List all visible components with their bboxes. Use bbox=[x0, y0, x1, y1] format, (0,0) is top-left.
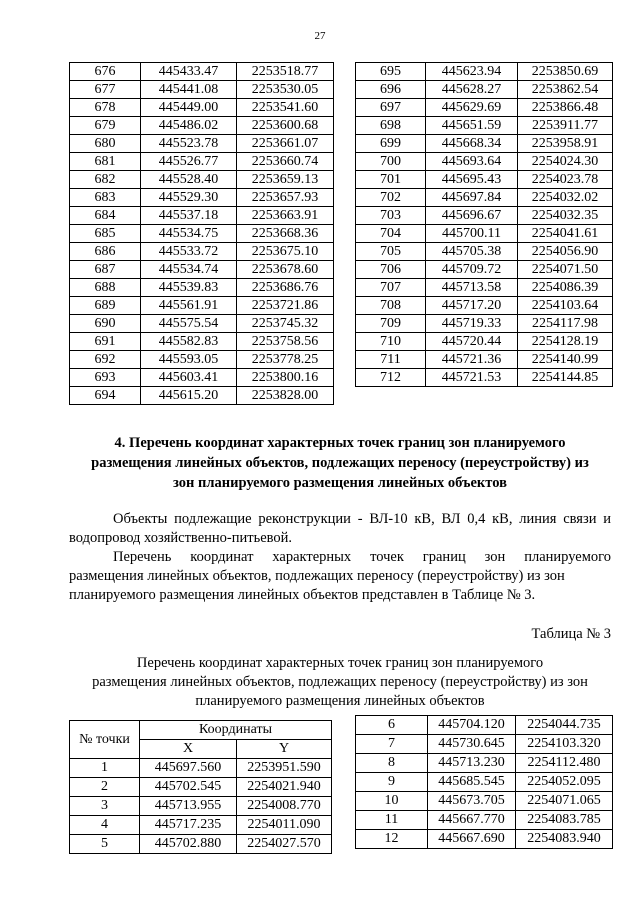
table-row bbox=[356, 261, 613, 279]
point-number-cell: 701 bbox=[356, 171, 426, 189]
x-coordinate-cell: 445705.38 bbox=[426, 243, 518, 261]
table-row bbox=[356, 189, 613, 207]
table-row bbox=[70, 207, 334, 225]
paragraph-line: размещения линейных объектов, подлежащих переносу (переустройству) из зон bbox=[69, 568, 565, 584]
y-coordinate-cell: 2253541.60 bbox=[237, 99, 334, 117]
y-coordinate-cell: 2253800.16 bbox=[237, 369, 334, 387]
y-coordinate-cell: 2253745.32 bbox=[237, 315, 334, 333]
point-number-cell: 7 bbox=[356, 735, 428, 754]
x-coordinate-cell: 445668.34 bbox=[426, 135, 518, 153]
x-coordinate-cell: 445730.645 bbox=[428, 735, 516, 754]
y-coordinate-cell: 2254071.50 bbox=[518, 261, 613, 279]
x-coordinate-cell: 445561.91 bbox=[141, 297, 237, 315]
table-row bbox=[356, 351, 613, 369]
table-row bbox=[356, 207, 613, 225]
point-number-cell: 689 bbox=[70, 297, 141, 315]
y-coordinate-cell: 2253828.00 bbox=[237, 387, 334, 405]
x-coordinate-cell: 445526.77 bbox=[141, 153, 237, 171]
table-row bbox=[70, 171, 334, 189]
table-row bbox=[70, 759, 332, 778]
point-number-cell: 696 bbox=[356, 81, 426, 99]
point-number-cell: 709 bbox=[356, 315, 426, 333]
table-row bbox=[70, 351, 334, 369]
coordinates-table-top-right bbox=[355, 62, 613, 387]
y-coordinate-cell: 2254021.940 bbox=[237, 778, 332, 797]
table-row bbox=[70, 797, 332, 816]
table-row bbox=[356, 99, 613, 117]
y-coordinate-cell: 2253657.93 bbox=[237, 189, 334, 207]
point-number-cell: 697 bbox=[356, 99, 426, 117]
x-coordinate-cell: 445533.72 bbox=[141, 243, 237, 261]
point-number-cell: 703 bbox=[356, 207, 426, 225]
table-row bbox=[70, 153, 334, 171]
table-row bbox=[356, 735, 613, 754]
table-row bbox=[356, 716, 613, 735]
table-caption-line: планируемого размещения линейных объектов bbox=[195, 693, 485, 709]
point-number-cell: 11 bbox=[356, 811, 428, 830]
table-row bbox=[70, 279, 334, 297]
y-coordinate-cell: 2253663.91 bbox=[237, 207, 334, 225]
x-coordinate-cell: 445539.83 bbox=[141, 279, 237, 297]
point-number-cell: 677 bbox=[70, 81, 141, 99]
y-coordinate-cell: 2254011.090 bbox=[237, 816, 332, 835]
point-number-cell: 704 bbox=[356, 225, 426, 243]
y-coordinate-cell: 2254052.095 bbox=[516, 773, 613, 792]
table-row bbox=[70, 63, 334, 81]
x-coordinate-cell: 445667.690 bbox=[428, 830, 516, 849]
x-coordinate-cell: 445713.230 bbox=[428, 754, 516, 773]
table-caption-line: размещения линейных объектов, подлежащих переносу (переустройству) из зон bbox=[92, 674, 588, 690]
y-coordinate-cell: 2254103.320 bbox=[516, 735, 613, 754]
x-coordinate-cell: 445623.94 bbox=[426, 63, 518, 81]
table3-left bbox=[69, 720, 332, 854]
table-row bbox=[356, 243, 613, 261]
table-row bbox=[70, 225, 334, 243]
y-coordinate-cell: 2254086.39 bbox=[518, 279, 613, 297]
y-coordinate-cell: 2254083.940 bbox=[516, 830, 613, 849]
x-coordinate-cell: 445721.53 bbox=[426, 369, 518, 387]
x-coordinate-cell: 445713.955 bbox=[140, 797, 237, 816]
table-row bbox=[356, 171, 613, 189]
section-heading bbox=[70, 433, 610, 493]
point-number-cell: 707 bbox=[356, 279, 426, 297]
y-coordinate-cell: 2254103.64 bbox=[518, 297, 613, 315]
point-number-cell: 694 bbox=[70, 387, 141, 405]
x-coordinate-cell: 445717.235 bbox=[140, 816, 237, 835]
x-coordinate-cell: 445667.770 bbox=[428, 811, 516, 830]
x-coordinate-cell: 445721.36 bbox=[426, 351, 518, 369]
x-coordinate-cell: 445693.64 bbox=[426, 153, 518, 171]
x-coordinate-cell: 445441.08 bbox=[141, 81, 237, 99]
table-row bbox=[356, 369, 613, 387]
point-number-cell: 4 bbox=[70, 816, 140, 835]
point-number-cell: 700 bbox=[356, 153, 426, 171]
table-caption bbox=[69, 654, 611, 711]
table-row bbox=[70, 369, 334, 387]
table-row bbox=[356, 279, 613, 297]
table-row bbox=[356, 754, 613, 773]
point-number-cell: 676 bbox=[70, 63, 141, 81]
y-coordinate-cell: 2253911.77 bbox=[518, 117, 613, 135]
table-row bbox=[356, 297, 613, 315]
x-coordinate-cell: 445700.11 bbox=[426, 225, 518, 243]
y-coordinate-cell: 2253661.07 bbox=[237, 135, 334, 153]
table-row bbox=[70, 135, 334, 153]
x-coordinate-cell: 445719.33 bbox=[426, 315, 518, 333]
y-coordinate-cell: 2253675.10 bbox=[237, 243, 334, 261]
table-row bbox=[356, 830, 613, 849]
x-coordinate-cell: 445537.18 bbox=[141, 207, 237, 225]
x-coordinate-cell: 445529.30 bbox=[141, 189, 237, 207]
y-coordinate-cell: 2254027.570 bbox=[237, 835, 332, 854]
point-number-cell: 5 bbox=[70, 835, 140, 854]
point-number-cell: 9 bbox=[356, 773, 428, 792]
coordinates-table-top-left bbox=[69, 62, 334, 405]
point-number-cell: 692 bbox=[70, 351, 141, 369]
point-number-cell: 3 bbox=[70, 797, 140, 816]
y-coordinate-cell: 2253862.54 bbox=[518, 81, 613, 99]
table-row bbox=[356, 792, 613, 811]
header-coordinates: Координаты bbox=[140, 721, 332, 740]
y-coordinate-cell: 2254024.30 bbox=[518, 153, 613, 171]
y-coordinate-cell: 2254008.770 bbox=[237, 797, 332, 816]
table-row bbox=[70, 387, 334, 405]
point-number-cell: 706 bbox=[356, 261, 426, 279]
page-number: 27 bbox=[314, 30, 326, 42]
y-coordinate-cell: 2253951.590 bbox=[237, 759, 332, 778]
point-number-cell: 8 bbox=[356, 754, 428, 773]
y-coordinate-cell: 2253958.91 bbox=[518, 135, 613, 153]
y-coordinate-cell: 2253778.25 bbox=[237, 351, 334, 369]
x-coordinate-cell: 445702.880 bbox=[140, 835, 237, 854]
y-coordinate-cell: 2253686.76 bbox=[237, 279, 334, 297]
table-row bbox=[70, 99, 334, 117]
x-coordinate-cell: 445717.20 bbox=[426, 297, 518, 315]
x-coordinate-cell: 445629.69 bbox=[426, 99, 518, 117]
y-coordinate-cell: 2253518.77 bbox=[237, 63, 334, 81]
table-row bbox=[356, 225, 613, 243]
table-row bbox=[356, 333, 613, 351]
table-row bbox=[70, 189, 334, 207]
y-coordinate-cell: 2253600.68 bbox=[237, 117, 334, 135]
point-number-cell: 705 bbox=[356, 243, 426, 261]
table-row bbox=[356, 117, 613, 135]
point-number-cell: 681 bbox=[70, 153, 141, 171]
y-coordinate-cell: 2254032.02 bbox=[518, 189, 613, 207]
y-coordinate-cell: 2254056.90 bbox=[518, 243, 613, 261]
table-row bbox=[70, 297, 334, 315]
table-row bbox=[70, 117, 334, 135]
x-coordinate-cell: 445523.78 bbox=[141, 135, 237, 153]
point-number-cell: 679 bbox=[70, 117, 141, 135]
point-number-cell: 711 bbox=[356, 351, 426, 369]
section-heading-line: размещения линейных объектов, подлежащих переносу (переустройству) из bbox=[91, 455, 589, 471]
point-number-cell: 693 bbox=[70, 369, 141, 387]
x-coordinate-cell: 445603.41 bbox=[141, 369, 237, 387]
y-coordinate-cell: 2253668.36 bbox=[237, 225, 334, 243]
x-coordinate-cell: 445673.705 bbox=[428, 792, 516, 811]
paragraph-list-intro bbox=[69, 548, 611, 605]
y-coordinate-cell: 2254140.99 bbox=[518, 351, 613, 369]
point-number-cell: 678 bbox=[70, 99, 141, 117]
y-coordinate-cell: 2253850.69 bbox=[518, 63, 613, 81]
x-coordinate-cell: 445433.47 bbox=[141, 63, 237, 81]
paragraph-line: планируемого размещения линейных объектов представлен в Таблице № 3. bbox=[69, 587, 536, 603]
table-row bbox=[356, 811, 613, 830]
point-number-cell: 710 bbox=[356, 333, 426, 351]
point-number-cell: 687 bbox=[70, 261, 141, 279]
table-row bbox=[70, 778, 332, 797]
x-coordinate-cell: 445709.72 bbox=[426, 261, 518, 279]
paragraph-line: Объекты подлежащие реконструкции - ВЛ-10 кВ, ВЛ 0,4 кВ, линия связи и bbox=[113, 511, 611, 527]
y-coordinate-cell: 2253659.13 bbox=[237, 171, 334, 189]
table-row bbox=[356, 315, 613, 333]
x-coordinate-cell: 445651.59 bbox=[426, 117, 518, 135]
point-number-cell: 683 bbox=[70, 189, 141, 207]
x-coordinate-cell: 445575.54 bbox=[141, 315, 237, 333]
x-coordinate-cell: 445582.83 bbox=[141, 333, 237, 351]
paragraph-line: Перечень координат характерных точек границ зон планируемого bbox=[113, 549, 611, 565]
x-coordinate-cell: 445593.05 bbox=[141, 351, 237, 369]
y-coordinate-cell: 2254083.785 bbox=[516, 811, 613, 830]
table3-right bbox=[355, 715, 613, 849]
x-coordinate-cell: 445697.84 bbox=[426, 189, 518, 207]
x-coordinate-cell: 445486.02 bbox=[141, 117, 237, 135]
point-number-cell: 702 bbox=[356, 189, 426, 207]
y-coordinate-cell: 2254032.35 bbox=[518, 207, 613, 225]
table-row bbox=[356, 135, 613, 153]
point-number-cell: 685 bbox=[70, 225, 141, 243]
y-coordinate-cell: 2254071.065 bbox=[516, 792, 613, 811]
point-number-cell: 686 bbox=[70, 243, 141, 261]
point-number-cell: 684 bbox=[70, 207, 141, 225]
section-heading-line: 4. Перечень координат характерных точек границ зон планируемого bbox=[114, 435, 566, 451]
y-coordinate-cell: 2253866.48 bbox=[518, 99, 613, 117]
table-row bbox=[356, 773, 613, 792]
y-coordinate-cell: 2254023.78 bbox=[518, 171, 613, 189]
point-number-cell: 698 bbox=[356, 117, 426, 135]
x-coordinate-cell: 445685.545 bbox=[428, 773, 516, 792]
x-coordinate-cell: 445695.43 bbox=[426, 171, 518, 189]
header-x: X bbox=[140, 740, 237, 759]
point-number-cell: 680 bbox=[70, 135, 141, 153]
section-heading-line: зон планируемого размещения линейных объектов bbox=[173, 475, 507, 491]
x-coordinate-cell: 445534.74 bbox=[141, 261, 237, 279]
header-point-number: № точки bbox=[70, 721, 140, 759]
y-coordinate-cell: 2254144.85 bbox=[518, 369, 613, 387]
x-coordinate-cell: 445713.58 bbox=[426, 279, 518, 297]
x-coordinate-cell: 445628.27 bbox=[426, 81, 518, 99]
y-coordinate-cell: 2253721.86 bbox=[237, 297, 334, 315]
table-row bbox=[70, 835, 332, 854]
table-row bbox=[70, 81, 334, 99]
point-number-cell: 691 bbox=[70, 333, 141, 351]
y-coordinate-cell: 2253678.60 bbox=[237, 261, 334, 279]
x-coordinate-cell: 445449.00 bbox=[141, 99, 237, 117]
point-number-cell: 1 bbox=[70, 759, 140, 778]
x-coordinate-cell: 445697.560 bbox=[140, 759, 237, 778]
y-coordinate-cell: 2253530.05 bbox=[237, 81, 334, 99]
y-coordinate-cell: 2253758.56 bbox=[237, 333, 334, 351]
x-coordinate-cell: 445702.545 bbox=[140, 778, 237, 797]
table-row bbox=[356, 81, 613, 99]
x-coordinate-cell: 445704.120 bbox=[428, 716, 516, 735]
point-number-cell: 695 bbox=[356, 63, 426, 81]
table-row bbox=[70, 315, 334, 333]
y-coordinate-cell: 2254041.61 bbox=[518, 225, 613, 243]
table-label: Таблица № 3 bbox=[531, 626, 611, 642]
header-y: Y bbox=[237, 740, 332, 759]
point-number-cell: 699 bbox=[356, 135, 426, 153]
x-coordinate-cell: 445696.67 bbox=[426, 207, 518, 225]
point-number-cell: 688 bbox=[70, 279, 141, 297]
table-caption-line: Перечень координат характерных точек границ зон планируемого bbox=[136, 655, 544, 671]
table-row bbox=[70, 243, 334, 261]
point-number-cell: 712 bbox=[356, 369, 426, 387]
table-row bbox=[70, 261, 334, 279]
paragraph-line: водопровод хозяйственно-питьевой. bbox=[69, 530, 293, 546]
y-coordinate-cell: 2254112.480 bbox=[516, 754, 613, 773]
y-coordinate-cell: 2254117.98 bbox=[518, 315, 613, 333]
table-row bbox=[70, 816, 332, 835]
point-number-cell: 10 bbox=[356, 792, 428, 811]
y-coordinate-cell: 2254128.19 bbox=[518, 333, 613, 351]
point-number-cell: 682 bbox=[70, 171, 141, 189]
y-coordinate-cell: 2254044.735 bbox=[516, 716, 613, 735]
table-row bbox=[356, 63, 613, 81]
x-coordinate-cell: 445615.20 bbox=[141, 387, 237, 405]
point-number-cell: 12 bbox=[356, 830, 428, 849]
x-coordinate-cell: 445534.75 bbox=[141, 225, 237, 243]
x-coordinate-cell: 445720.44 bbox=[426, 333, 518, 351]
point-number-cell: 708 bbox=[356, 297, 426, 315]
paragraph-objects bbox=[69, 510, 611, 548]
point-number-cell: 2 bbox=[70, 778, 140, 797]
point-number-cell: 6 bbox=[356, 716, 428, 735]
y-coordinate-cell: 2253660.74 bbox=[237, 153, 334, 171]
table-row bbox=[356, 153, 613, 171]
x-coordinate-cell: 445528.40 bbox=[141, 171, 237, 189]
table-row bbox=[70, 333, 334, 351]
point-number-cell: 690 bbox=[70, 315, 141, 333]
